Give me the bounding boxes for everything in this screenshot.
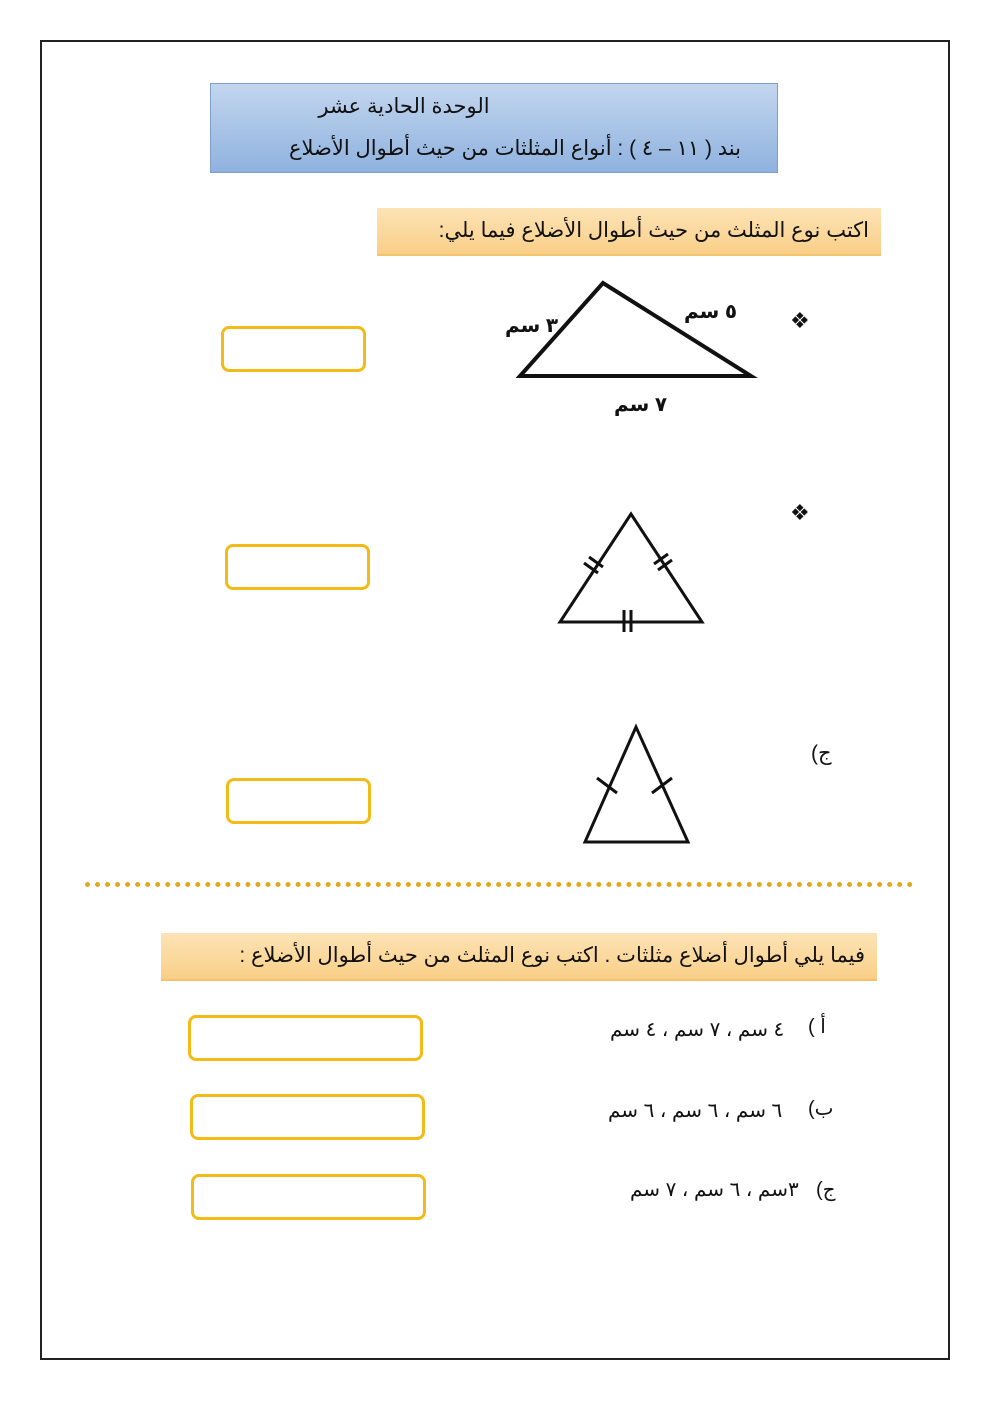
item-marker-jeem-2: ج)	[816, 1179, 836, 1201]
bullet-diamond-icon: ❖	[790, 500, 810, 525]
answer-box-1a[interactable]	[221, 326, 366, 372]
lesson-title: بند ( ١١ – ٤ ) : أنواع المثلثات من حيث أطوال الأضلاع	[288, 137, 741, 160]
bullet-diamond-icon: ❖	[790, 308, 810, 333]
side-lengths-a: ٤ سم ، ٧ سم ، ٤ سم	[610, 1019, 785, 1041]
answer-box-1b[interactable]	[225, 544, 370, 590]
side-label-bottom: ٧ سم	[614, 394, 668, 416]
item-marker-ba: ب)	[808, 1098, 834, 1120]
item-marker-jeem: ج)	[811, 742, 832, 765]
instruction-text-2: فيما يلي أطوال أضلاع مثلثات . اكتب نوع المثلث من حيث أطوال الأضلاع :	[239, 944, 865, 967]
side-lengths-b: ٦ سم ، ٦ سم ، ٦ سم	[608, 1100, 783, 1122]
unit-title: الوحدة الحادية عشر	[318, 95, 490, 118]
item-marker-alif: أ )	[808, 1016, 826, 1038]
instruction-text-1: اكتب نوع المثلث من حيث أطوال الأضلاع فيما يلي:	[438, 219, 869, 242]
answer-box-1c[interactable]	[226, 778, 371, 824]
answer-box-2c[interactable]	[191, 1174, 426, 1220]
side-label-right: ٥ سم	[684, 301, 738, 323]
answer-box-2a[interactable]	[188, 1015, 423, 1061]
side-lengths-c: ٣سم ، ٦ سم ، ٧ سم	[630, 1179, 799, 1201]
title-banner	[210, 83, 778, 173]
answer-box-2b[interactable]	[190, 1094, 425, 1140]
dotted-divider	[85, 882, 913, 887]
instruction-banner-1	[377, 208, 881, 256]
side-label-left: ٣ سم	[505, 315, 559, 337]
instruction-banner-2	[161, 933, 877, 981]
